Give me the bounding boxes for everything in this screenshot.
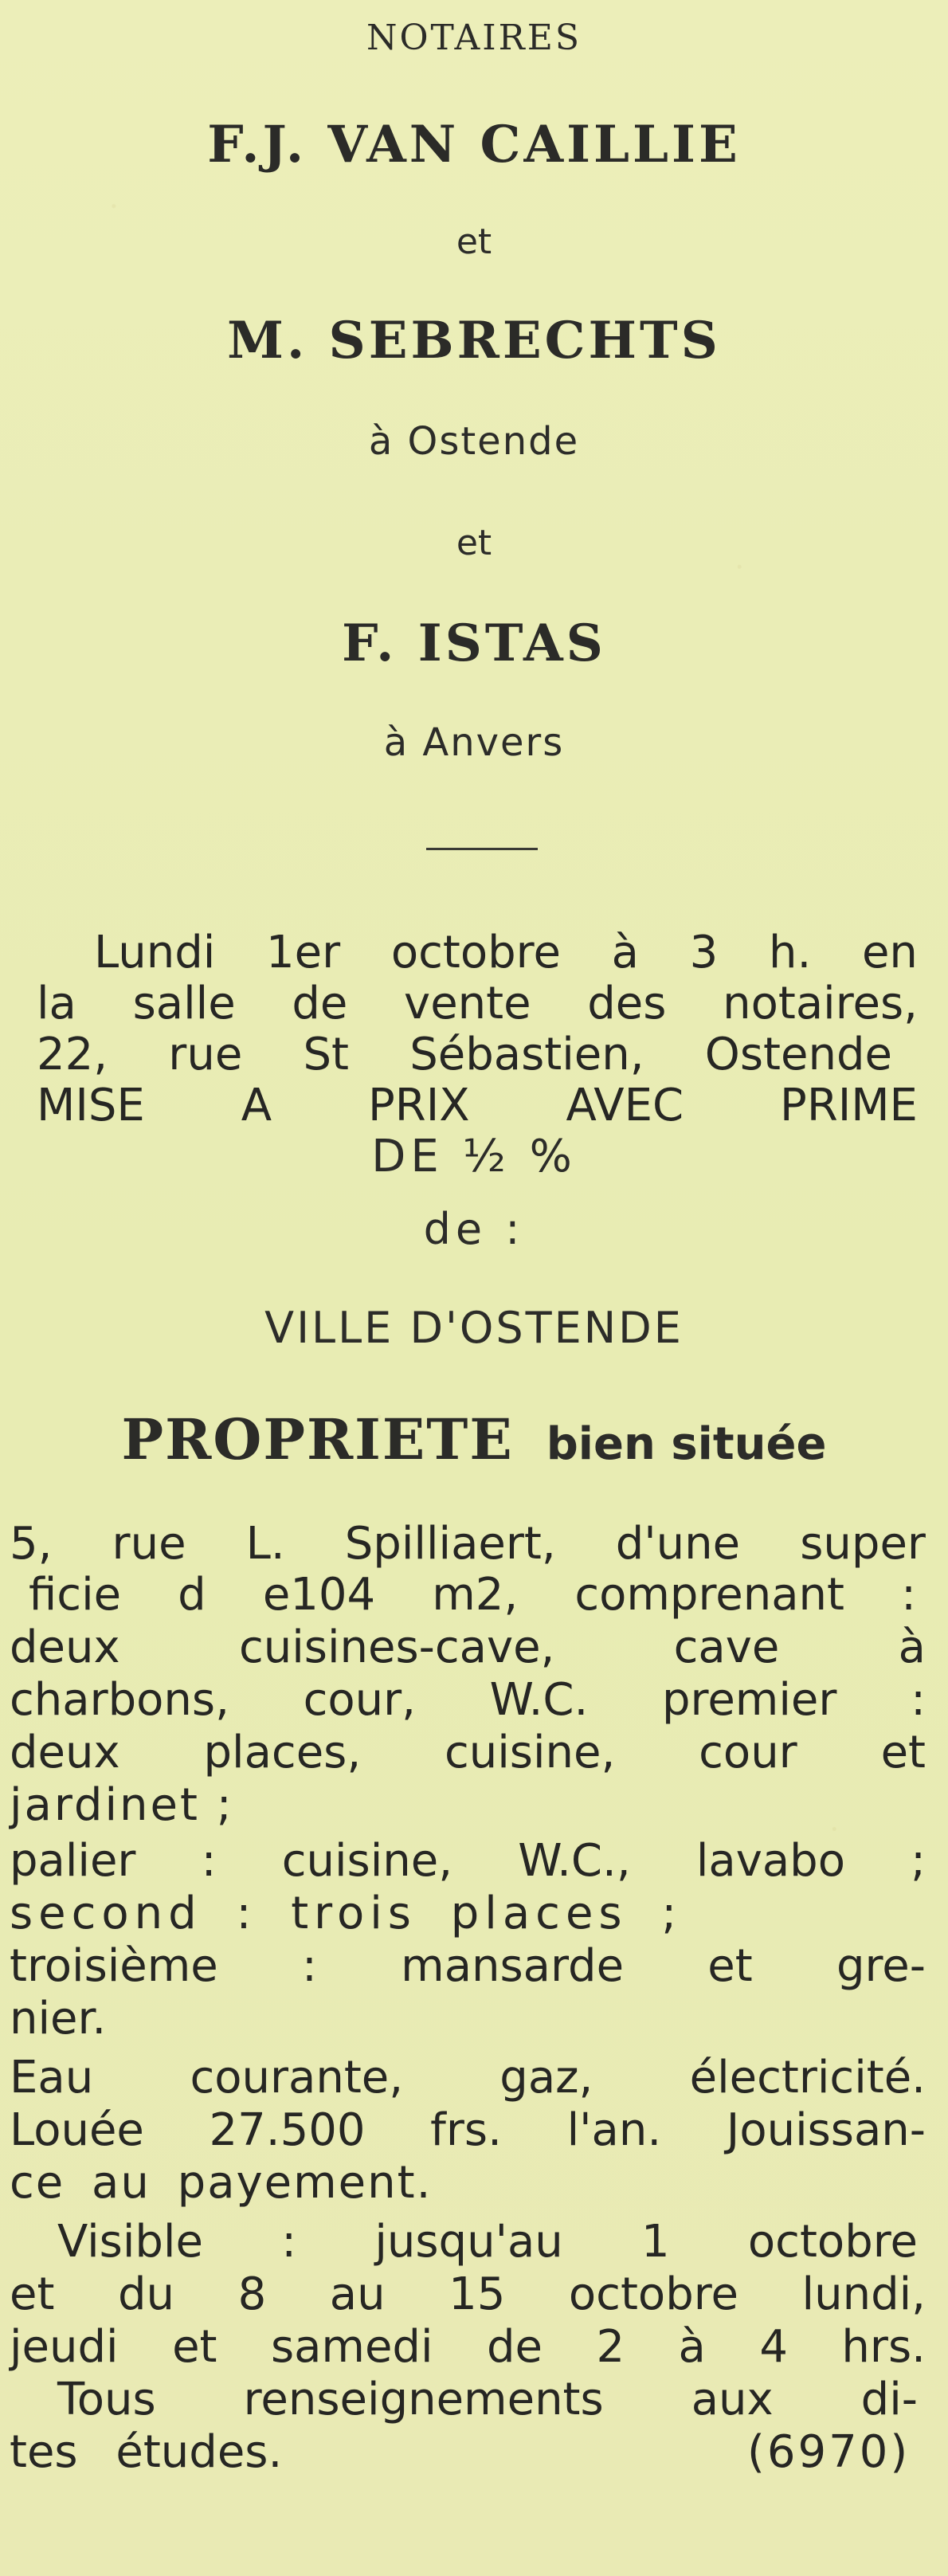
sale-de: de :	[423, 1204, 525, 1254]
sale-line-2: la salle de vente des notaires,	[37, 978, 918, 1029]
visit-line-4: Tous renseignements aux di-	[57, 2374, 918, 2425]
visit-line-2: et du 8 au 15 octobre lundi,	[10, 2268, 926, 2320]
desc-line-9: troisième : mansarde et gre-	[10, 1940, 926, 1992]
visit-line-3: jeudi et samedi de 2 à 4 hrs.	[10, 2321, 926, 2373]
desc-line-12: Louée 27.500 frs. l'an. Jouissan-	[10, 2104, 926, 2156]
separator-rule	[426, 848, 538, 850]
sale-line-3: 22, rue St Sébastien, Ostende	[37, 1029, 892, 1080]
desc-line-4: charbons, cour, W.C. premier :	[10, 1674, 926, 1726]
desc-line-5: deux places, cuisine, cour et	[10, 1727, 926, 1778]
sale-line-4: MISE A PRIX AVEC PRIME	[37, 1080, 918, 1131]
connector-et-2: et	[456, 523, 492, 563]
desc-line-1: 5, rue L. Spilliaert, d'une super	[10, 1518, 926, 1570]
desc-line-13: ce au payement.	[10, 2157, 433, 2209]
desc-line-7: palier : cuisine, W.C., lavabo ;	[10, 1835, 926, 1887]
profession-heading: NOTAIRES	[366, 18, 582, 58]
town-heading: VILLE D'OSTENDE	[264, 1303, 684, 1353]
visit-line-5: tes études.	[10, 2426, 283, 2478]
property-title-rest: bien située	[546, 1418, 827, 1470]
visit-line-1: Visible : jusqu'au 1 octobre	[57, 2216, 918, 2268]
desc-line-11: Eau courante, gaz, électricité.	[10, 2052, 926, 2104]
desc-line-6: jardinet ;	[10, 1779, 234, 1831]
reference-number: (6970)	[747, 2426, 911, 2478]
sale-line-1: Lundi 1er octobre à 3 h. en	[94, 927, 918, 978]
sale-premium: DE ½ %	[371, 1131, 577, 1182]
desc-line-8: second : trois places ;	[10, 1888, 683, 1939]
notary-name-1: F.J. VAN CAILLIE	[207, 115, 741, 174]
location-anvers: à Anvers	[383, 720, 565, 765]
location-ostende: à Ostende	[368, 419, 580, 464]
desc-line-10: nier.	[10, 1993, 107, 2045]
property-title	[0, 1406, 948, 1472]
notary-name-3: F. ISTAS	[342, 614, 606, 673]
desc-line-3: deux cuisines-cave, cave à	[10, 1621, 926, 1673]
property-title-bold: PROPRIETE	[121, 1406, 514, 1472]
notary-name-2: M. SEBRECHTS	[227, 311, 721, 371]
desc-line-2: ficie d e104 m2, comprenant :	[29, 1569, 916, 1621]
connector-et-1: et	[456, 222, 492, 262]
